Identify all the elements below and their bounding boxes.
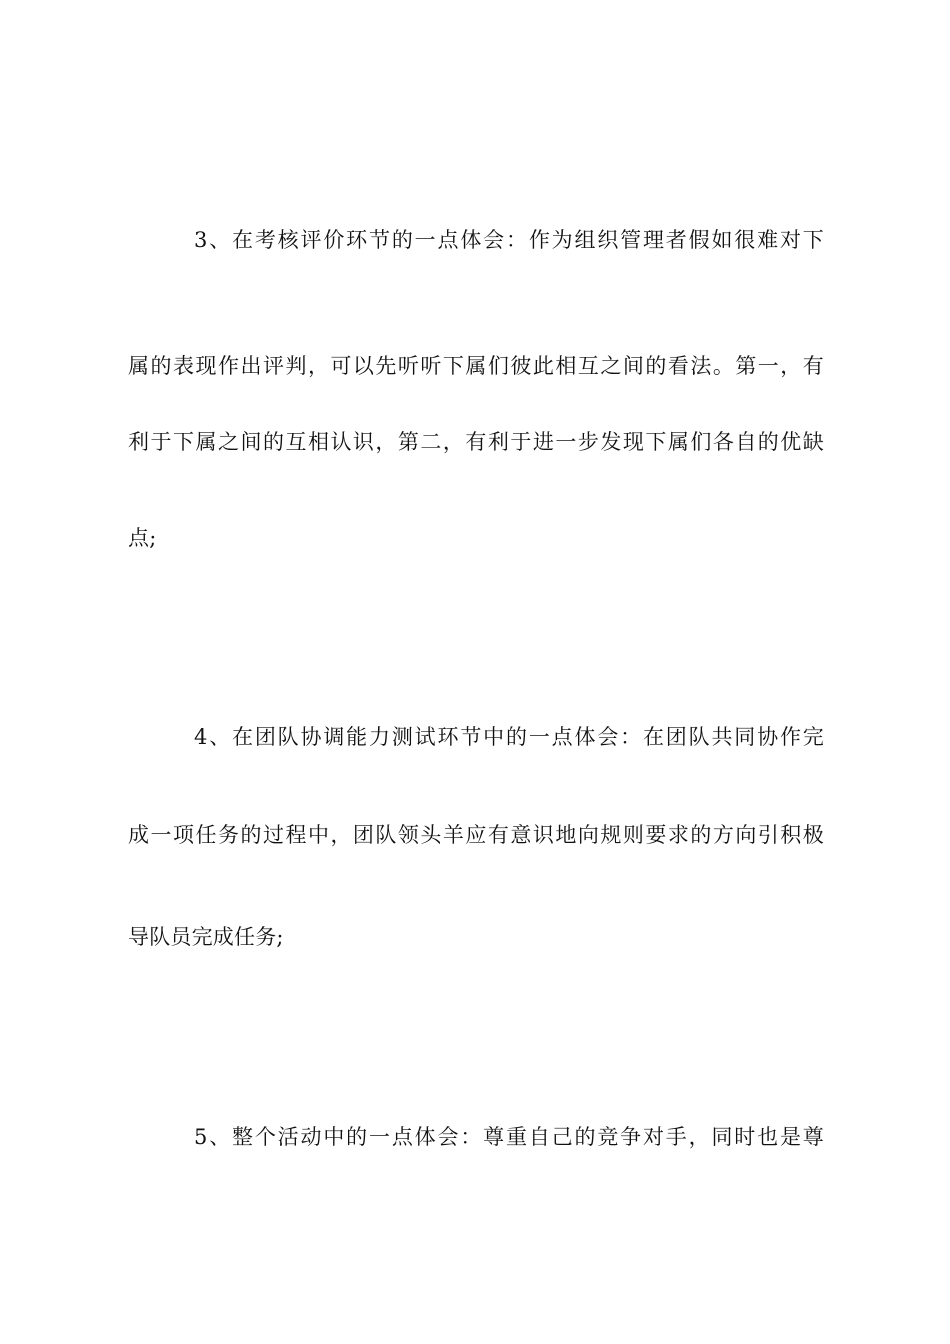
paragraph-line: 成一项任务的过程中，团队领头羊应有意识地向规则要求的方向引积极 bbox=[128, 823, 824, 847]
paragraph-line: 点; bbox=[128, 526, 157, 550]
paragraph-line: 5、整个活动中的一点体会：尊重自己的竞争对手，同时也是尊 bbox=[194, 1125, 824, 1149]
paragraph-line: 4、在团队协调能力测试环节中的一点体会：在团队共同协作完 bbox=[194, 725, 824, 749]
paragraph-line: 3、在考核评价环节的一点体会：作为组织管理者假如很难对下 bbox=[194, 228, 824, 252]
paragraph-line: 利于下属之间的互相认识，第二，有利于进一步发现下属们各自的优缺 bbox=[128, 430, 824, 454]
paragraph-line: 导队员完成任务; bbox=[128, 925, 284, 949]
paragraph-line: 属的表现作出评判，可以先听听下属们彼此相互之间的看法。第一，有 bbox=[128, 354, 824, 378]
